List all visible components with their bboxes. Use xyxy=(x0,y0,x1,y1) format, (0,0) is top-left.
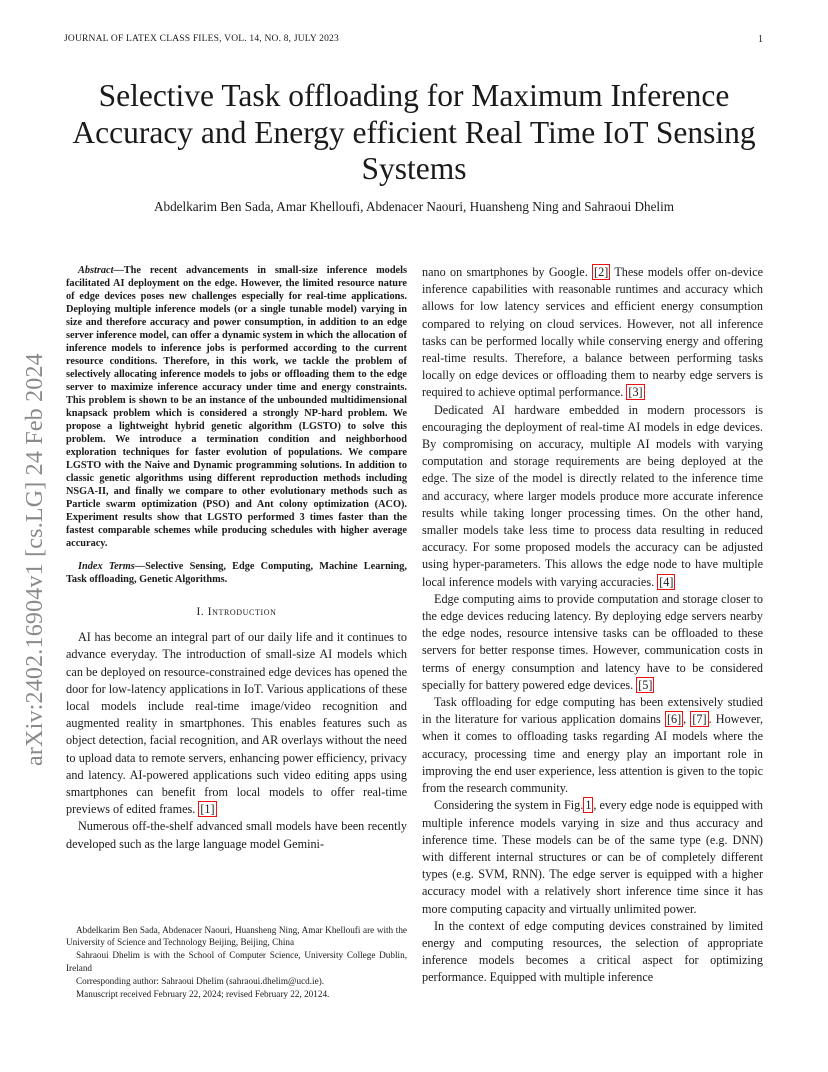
citation-link[interactable]: [3] xyxy=(628,385,643,400)
intro-p2-text: Numerous off-the-shelf advanced small models have been recently developed such as the large language model Gemini- xyxy=(66,819,407,851)
index-terms xyxy=(66,560,407,586)
index-terms-text: —Selective Sensing, Edge Computing, Machine Learning, Task offloading, Genetic Algorithms. xyxy=(66,561,407,585)
right-p4-comma: , xyxy=(683,712,687,727)
figure-link[interactable]: 1 xyxy=(585,798,592,813)
footnote-affiliation-1: Abdelkarim Ben Sada, Abdenacer Naouri, Huansheng Ning, Amar Khelloufi are with the University of Science and Technology Beijing, Beijing, China xyxy=(66,925,407,948)
footnote-affiliation-2: Sahraoui Dhelim is with the School of Computer Science, University College Dublin, Ireland xyxy=(66,950,407,973)
right-paragraph-3 xyxy=(422,591,763,694)
right-paragraph-1 xyxy=(422,264,763,402)
right-p1-text-b: These models offer on-device inference capabilities with reasonable runtimes and accuracy which allows for low latency services and efficient energy consumption compared to relying on cloud services. However, not all inference tasks can be performed locally while conserving energy and offering real-time results. Therefore, a balance between performing tasks locally on edge devices or offloading them to nearby edge servers is required to achieve optimal performance. xyxy=(422,265,764,400)
author-list: Abdelkarim Ben Sada, Amar Khelloufi, Abdenacer Naouri, Huansheng Ning and Sahraoui Dhelim xyxy=(153,199,675,214)
right-column xyxy=(422,264,763,987)
page-number: 1 xyxy=(758,34,763,45)
abstract-text: —The recent advancements in small-size inference models facilitated AI deployment on the edge. However, the limited resource nature of edge devices poses new challenges especially for real-time applications. Deploying multiple inference models (or a single tunable model) varying in size and therefore accuracy and power consumption, in addition to an edge server inference model, can offer a dynamic system in which the allocation of inference models to inference jobs is performed according to the current resource conditions. Therefore, in this work, we tackle the problem of selectively allocating inference models to jobs or offloading them to the edge server to maximize inference accuracy under time and energy constraints. This problem is shown to be an instance of the unbounded multidimensional knapsack problem which is considered a strongly NP-hard problem. We propose a lightweight hybrid genetic algorithm (LGSTO) to solve this problem. We introduce a termination condition and neighborhood exploration techniques for faster evolution of populations. We compare LGSTO with the Naive and Dynamic programming solutions. In addition to classic genetic algorithms using different reproduction methods including NSGA-II, and finally we compare to other evolutionary methods such as Particle swarm optimization (PSO) and Ant colony optimization (ACO). Experiment results show that LGSTO performed 3 times faster than the fastest comparable schemes while producing schedules with higher average accuracy. xyxy=(66,265,407,549)
intro-p1-text: AI has become an integral part of our daily life and it continues to advance everyday. The introduction of small-size AI models which can be deployed on resource-constrained edge devices has opened the door for low-latency applications in IoT. Various applications of these local models include real-time image/video recognition and augmented reality in smartphones. This enables features such as object detection, facial recognition, and AR overlays without the need to upload data to remote servers, enhancing power efficiency, privacy and latency. AI-powered applications such video editing apps using smartphones can benefit from local models to offer real-time previews of edited frames. xyxy=(66,630,407,817)
right-p1-text-a: nano on smartphones by Google. xyxy=(422,265,588,279)
right-p5-text-a: Considering the system in Fig. xyxy=(434,798,584,813)
right-paragraph-4 xyxy=(422,694,763,797)
right-p2-text: Dedicated AI hardware embedded in modern processors is encouraging the deployment of real-time AI models in edge devices. By compromising on accuracy, multiple AI models with varying computation and storage requirements are being deployed at the edge. The size of the model is directly related to the inference time and accuracy, where larger models produce more accurate inference results while taking longer processing times. On the other hand, smaller models take less time to process data resulting in reduced accuracy. For some proposed models the accuracy can be adjusted using hyper-parameters. This allows the edge node to have multiple local inference models with varying accuracies. xyxy=(422,402,763,589)
citation-link[interactable]: [1] xyxy=(200,802,215,817)
abstract xyxy=(66,264,407,550)
citation-link[interactable]: [2] xyxy=(594,265,609,279)
arxiv-stamp: arXiv:2402.16904v1 [cs.LG] 24 Feb 2024 xyxy=(22,353,48,766)
left-column xyxy=(66,264,407,853)
right-p3-text: Edge computing aims to provide computation and storage closer to the edge devices reducing latency. By deploying edge servers nearby the edge nodes, resource intensive tasks can be offloaded to these servers for better response times. However, communication costs in terms of energy consumption and latency have to be considered specially for battery powered edge devices. xyxy=(422,591,763,692)
running-head: JOURNAL OF LATEX CLASS FILES, VOL. 14, NO. 8, JULY 2023 xyxy=(64,34,339,44)
footnotes xyxy=(66,924,407,1001)
citation-link[interactable]: [7] xyxy=(692,712,707,727)
intro-paragraph-1 xyxy=(66,629,407,818)
right-paragraph-5 xyxy=(422,797,763,917)
abstract-lead: Abstract xyxy=(78,265,114,276)
citation-link[interactable]: [4] xyxy=(659,574,674,589)
right-p4-text-c: . However, when it comes to offloading tasks regarding AI models where the accuracy, processing time and energy play an important role in improving the end user experience, less attention is given to the topic from the research community. xyxy=(422,712,764,796)
paper-title: Selective Task offloading for Maximum Inference Accuracy and Energy efficient Real Time IoT Sensing Systems xyxy=(72,78,756,186)
footnote-manuscript: Manuscript received February 22, 2024; revised February 22, 20124. xyxy=(76,989,330,1000)
right-p6-text: In the context of edge computing devices constrained by limited energy and computing resources, the selection of appropriate inference models becomes a critical aspect for optimizing performance. Equipped with multiple inference xyxy=(422,918,763,985)
section-heading-introduction: I. Introduction xyxy=(196,606,277,618)
intro-paragraph-2 xyxy=(66,818,407,852)
footnote-corresponding: Corresponding author: Sahraoui Dhelim (sahraoui.dhelim@ucd.ie). xyxy=(76,975,325,986)
index-terms-lead: Index Terms xyxy=(78,561,135,572)
right-p5-text-b: , every edge node is equipped with multiple inference models varying in size and thus accuracy and inference time. These models can be of the same type (e.g. DNN) with different internal structures or can be of completely different types (e.g. SVM, RNN). The edge server is equipped with a higher accuracy model with a relatively short inference time since it has more computing capacity and virtually unlimited power. xyxy=(422,798,764,916)
right-paragraph-2 xyxy=(422,402,763,591)
right-p4-text-a: Task offloading for edge computing has been extensively studied in the literature for various application domains xyxy=(422,695,763,727)
right-paragraph-6 xyxy=(422,918,763,987)
citation-link[interactable]: [5] xyxy=(638,677,653,692)
citation-link[interactable]: [6] xyxy=(666,712,682,727)
